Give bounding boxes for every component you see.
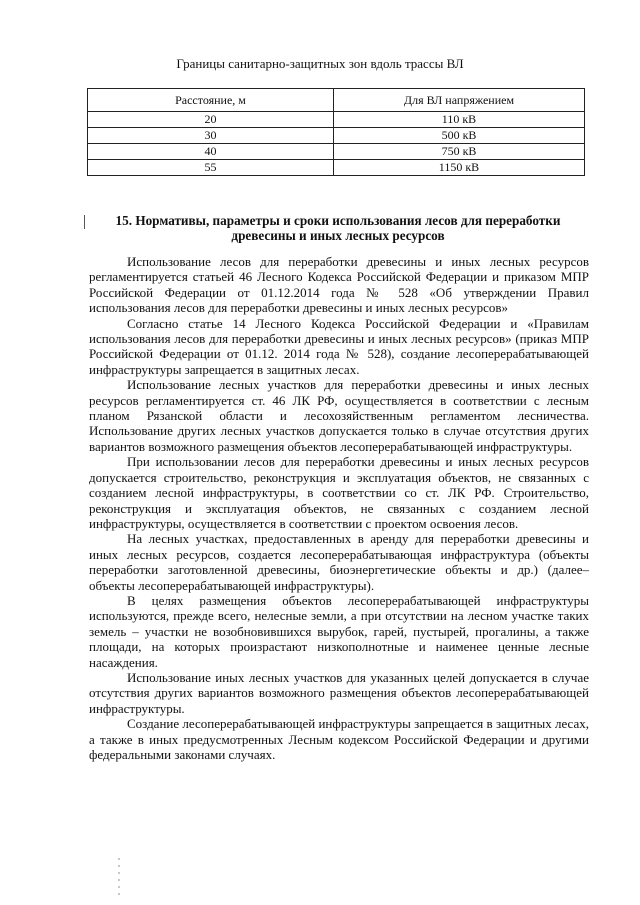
table-caption: Границы санитарно-защитных зон вдоль трассы ВЛ xyxy=(176,56,464,71)
table-row xyxy=(88,144,585,160)
header-voltage: Для ВЛ напряжением xyxy=(334,89,585,112)
paragraph: Использование иных лесных участков для указанных целей допускается в случае отсутствия других вариантов возможного размещения объектов лесоперерабатывающей инфраструктуры. xyxy=(89,669,589,716)
paragraph: Использование лесов для переработки древесины и иных лесных ресурсов регламентируется статьей 46 Лесного Кодекса Российской Федерации и приказом МПР Российской Федерации от 01.12.2014 года № 528 «Об утверждении Правил использования лесов для переработки древесины и иных лесных ресурсов» xyxy=(89,254,589,316)
cell-distance: 20 xyxy=(88,112,334,128)
cell-voltage: 750 кВ xyxy=(334,144,585,160)
header-distance: Расстояние, м xyxy=(88,89,334,112)
paragraph: Использование лесных участков для переработки древесины и иных лесных ресурсов регламентируется ст. 46 ЛК РФ, осуществляется в соответствии с лесным планом Рязанской области и лесохозяйственным регламентом лесничества. Использование других лесных участков допускается только в случае отсутствия других вариантов возможного размещения объектов лесоперерабатывающей инфраструктуры. xyxy=(89,377,589,454)
paragraph: Согласно статье 14 Лесного Кодекса Российской Федерации и «Правилам использования лесов для переработки древесины и иных лесных ресурсов» (приказ МПР Российской Федерации от 01.12. 2014 года № 528), создание лесоперерабатывающей инфраструктуры запрещается в защитных лесах. xyxy=(89,315,589,377)
paragraph: На лесных участках, предоставленных в аренду для переработки древесины и иных лесных ресурсов, создается лесоперерабатывающая инфраструктура (объекты переработки заготовленной древесины, биоэнергетические объекты и др.) (далее–объекты лесоперерабатывающей инфраструктуры). xyxy=(89,531,589,593)
cell-distance: 30 xyxy=(88,128,334,144)
sanitary-zone-table xyxy=(87,88,585,176)
cell-distance: 40 xyxy=(88,144,334,160)
section-title: 15. Нормативы, параметры и сроки использования лесов для переработки древесины и иных лесных ресурсов xyxy=(115,213,561,243)
table-row xyxy=(88,128,585,144)
table-header-row xyxy=(88,89,585,112)
table-row xyxy=(88,112,585,128)
scan-artifact xyxy=(118,858,120,898)
paragraph: При использовании лесов для переработки древесины и иных лесных ресурсов допускается строительство, реконструкция и эксплуатация объектов, не связанных с созданием лесной инфраструктуры, в соответствии со ст. ЛК РФ. Строительство, реконструкция и эксплуатация объектов, не связанных с созданием лесной инфраструктуры, осуществляется в соответствии с проектом освоения лесов. xyxy=(89,454,589,531)
section-body xyxy=(89,254,589,762)
cell-distance: 55 xyxy=(88,160,334,176)
cell-voltage: 500 кВ xyxy=(334,128,585,144)
margin-scan-mark xyxy=(84,215,85,229)
paragraph: Создание лесоперерабатывающей инфраструктуры запрещается в защитных лесах, а также в иных предусмотренных Лесным кодексом Российской Федерации и другими федеральными законами случаях. xyxy=(89,716,589,762)
table-row xyxy=(88,160,585,176)
cell-voltage: 110 кВ xyxy=(334,112,585,128)
paragraph: В целях размещения объектов лесоперерабатывающей инфраструктуры используются, прежде всего, нелесные земли, а при отсутствии на лесном участке таких земель – участки не возобновившихся вырубок, гарей, пустырей, прогалины, а также площади, на которых произрастают низкополнотные и наименее ценные лесные насаждения. xyxy=(89,592,589,670)
cell-voltage: 1150 кВ xyxy=(334,160,585,176)
